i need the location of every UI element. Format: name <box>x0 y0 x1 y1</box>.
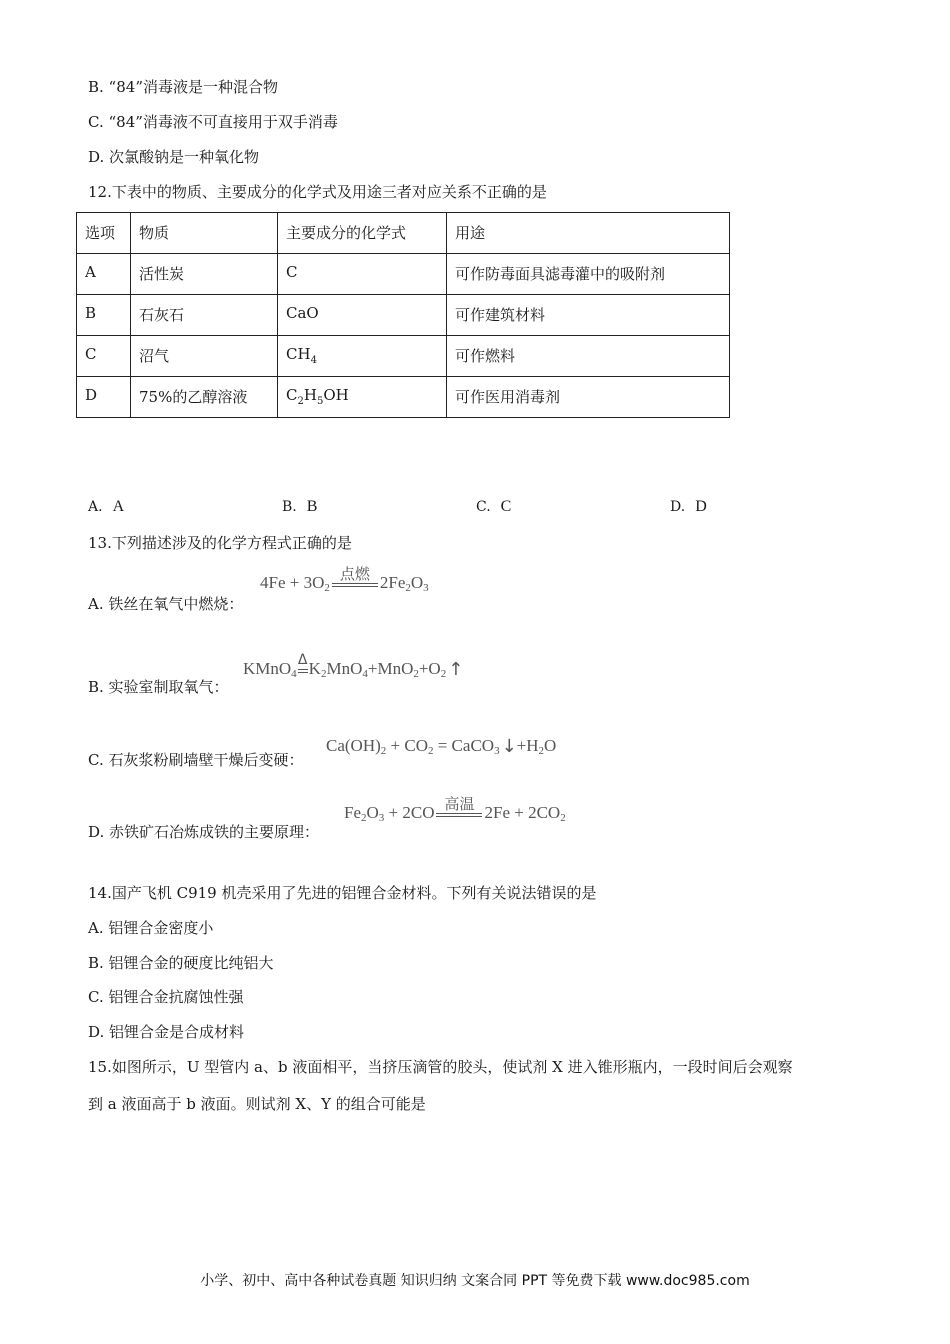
table-cell: B <box>77 295 131 336</box>
q11-option-b: B. “84”消毒液是一种混合物 <box>88 78 278 96</box>
table-header-cell: 物质 <box>131 213 278 254</box>
condition-label: Δ <box>297 652 308 668</box>
q13-equation-a: $4Fe + 3O_2$ 点燃 $2Fe_2O_3$ <box>260 565 429 594</box>
q14-option-c: C. 铝锂合金抗腐蚀性强 <box>88 988 244 1006</box>
q13-equation-c: $Ca(OH)_2 + CO_2$ = CaCO$_3$ ↓ $+H_2O$ <box>326 736 557 757</box>
table-header-cell: 选项 <box>77 213 131 254</box>
table-cell: 可作燃料 <box>447 336 730 377</box>
table-header-cell: 用途 <box>447 213 730 254</box>
table-cell: C <box>77 336 131 377</box>
q13-option-d-label: D. 赤铁矿石冶炼成铁的主要原理： <box>88 823 320 841</box>
q11-option-d: D. 次氯酸钠是一种氧化物 <box>88 148 260 166</box>
q14-option-b: B. 铝锂合金的硬度比纯铝大 <box>88 954 274 972</box>
table-row <box>77 336 730 377</box>
q12-answer-d: D. D <box>670 498 707 515</box>
q15-stem-line1: 15.如图所示，U 型管内 a、b 液面相平，当挤压滴管的胶头，使试剂 X 进入锥形瓶内，一段时间后会观察 <box>88 1058 793 1076</box>
q13-equation-b: KMnO$_4$ Δ $K_2MnO_4+MnO_2+O_2$ ↑ <box>243 652 464 680</box>
q15-stem-line2: 到 a 液面高于 b 液面。则试剂 X、Y 的组合可能是 <box>88 1095 426 1113</box>
q12-stem: 12.下表中的物质、主要成分的化学式及用途三者对应关系不正确的是 <box>88 183 547 201</box>
table-cell: 75%的乙醇溶液 <box>131 377 278 418</box>
q14-option-d: D. 铝锂合金是合成材料 <box>88 1023 245 1041</box>
q14-stem: 14.国产飞机 C919 机壳采用了先进的铝锂合金材料。下列有关说法错误的是 <box>88 884 597 902</box>
table-cell: 石灰石 <box>131 295 278 336</box>
q12-table <box>76 212 730 418</box>
q11-option-c: C. “84”消毒液不可直接用于双手消毒 <box>88 113 338 131</box>
table-header-cell: 主要成分的化学式 <box>278 213 447 254</box>
table-cell: 可作建筑材料 <box>447 295 730 336</box>
table-row <box>77 377 730 418</box>
table-cell: 沼气 <box>131 336 278 377</box>
q12-answer-b: B. B <box>282 498 318 515</box>
q13-option-c-label: C. 石灰浆粉刷墙壁干燥后变硬： <box>88 751 304 769</box>
table-cell: 活性炭 <box>131 254 278 295</box>
q13-equation-d: $Fe_2O_3 + 2CO$ 高温 $2Fe + 2CO_2$ <box>344 795 566 824</box>
page-footer: 小学、初中、高中各种试卷真题 知识归纳 文案合同 PPT 等免费下载 www.doc985.com <box>200 1273 750 1289</box>
down-arrow-icon: ↓ <box>501 736 517 757</box>
q14-option-a: A. 铝锂合金密度小 <box>88 919 214 937</box>
table-cell: 可作防毒面具滤毒灌中的吸附剂 <box>447 254 730 295</box>
table-cell: $CH_4$ <box>278 336 447 377</box>
condition-label: 点燃 <box>339 565 370 583</box>
q13-stem: 13.下列描述涉及的化学方程式正确的是 <box>88 534 352 552</box>
q13-option-a-label: A. 铁丝在氧气中燃烧： <box>88 595 244 613</box>
table-cell: CaO <box>278 295 447 336</box>
table-cell: 可作医用消毒剂 <box>447 377 730 418</box>
q12-answer-a: A. A <box>88 498 125 515</box>
table-cell: A <box>77 254 131 295</box>
table-header-row <box>77 213 730 254</box>
table-row <box>77 254 730 295</box>
table-cell: $C_2H_5OH$ <box>278 377 447 418</box>
up-arrow-icon: ↑ <box>448 659 464 680</box>
table-cell: C <box>278 254 447 295</box>
condition-label: 高温 <box>444 795 475 813</box>
table-row <box>77 295 730 336</box>
q13-option-b-label: B. 实验室制取氧气： <box>88 678 229 696</box>
table-cell: D <box>77 377 131 418</box>
q12-answer-c: C. C <box>476 498 512 515</box>
